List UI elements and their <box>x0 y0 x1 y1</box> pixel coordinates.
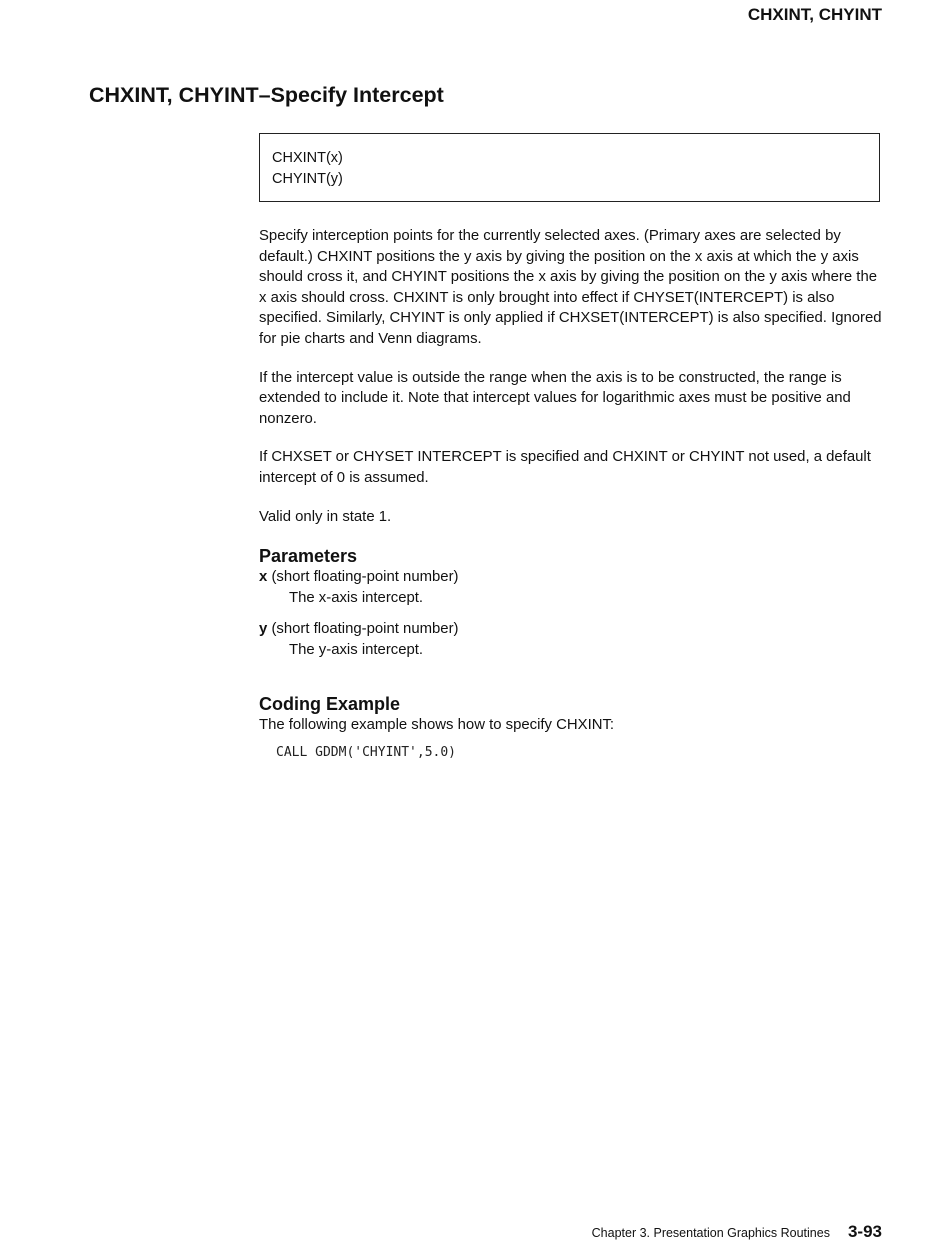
coding-example-intro: The following example shows how to specify CHXINT: <box>259 717 615 734</box>
page-number: 3-93 <box>847 1222 882 1241</box>
parameter-x-name: x <box>259 569 268 586</box>
footer-chapter: Chapter 3. Presentation Graphics Routines <box>591 1226 830 1240</box>
parameter-x-description: The x-axis intercept. <box>289 590 424 607</box>
parameter-x <box>259 567 883 609</box>
syntax-box <box>259 133 880 202</box>
syntax-line-chxint: CHXINT(x) <box>272 150 343 166</box>
description-paragraph: Specify interception points for the currently selected axes. (Primary axes are selected by default.) CHXINT positions the y axis by giving the position on the x axis at which the y axis should cross it, and CHYINT positions the x axis by giving the position on the y axis where the x axis should cross. CHXINT is only brought into effect if CHYSET(INTERCEPT) is also specified. Similarly, CHYINT is only applied if CHXSET(INTERCEPT) is also specified. Ignored for pie charts and Venn diagrams. <box>259 228 882 347</box>
parameter-y-name: y <box>259 621 268 638</box>
body-column <box>259 226 883 764</box>
page-footer <box>592 1222 882 1243</box>
parameter-y-description: The y-axis intercept. <box>289 642 424 659</box>
coding-example-heading: Coding Example <box>259 694 401 715</box>
parameter-y-type: (short floating-point number) <box>271 621 459 638</box>
syntax-line-chyint: CHYINT(y) <box>272 171 343 187</box>
range-paragraph: If the intercept value is outside the range when the axis is to be constructed, the range is extended to include it. Note that intercept values for logarithmic axes must be positive and nonzero. <box>259 369 851 427</box>
default-intercept-paragraph: If CHXSET or CHYSET INTERCEPT is specified and CHXINT or CHYINT not used, a default intercept of 0 is assumed. <box>259 449 871 486</box>
parameters-heading: Parameters <box>259 546 358 567</box>
parameter-y-term <box>259 619 883 640</box>
coding-example-code: CALL GDDM('CHYINT',5.0) <box>276 745 457 761</box>
running-head: CHXINT, CHYINT <box>747 5 882 24</box>
parameter-x-term <box>259 567 883 588</box>
state-paragraph: Valid only in state 1. <box>259 508 392 525</box>
parameter-y <box>259 619 883 661</box>
parameter-x-type: (short floating-point number) <box>271 569 459 586</box>
section-title: CHXINT, CHYINT–Specify Intercept <box>89 83 444 107</box>
